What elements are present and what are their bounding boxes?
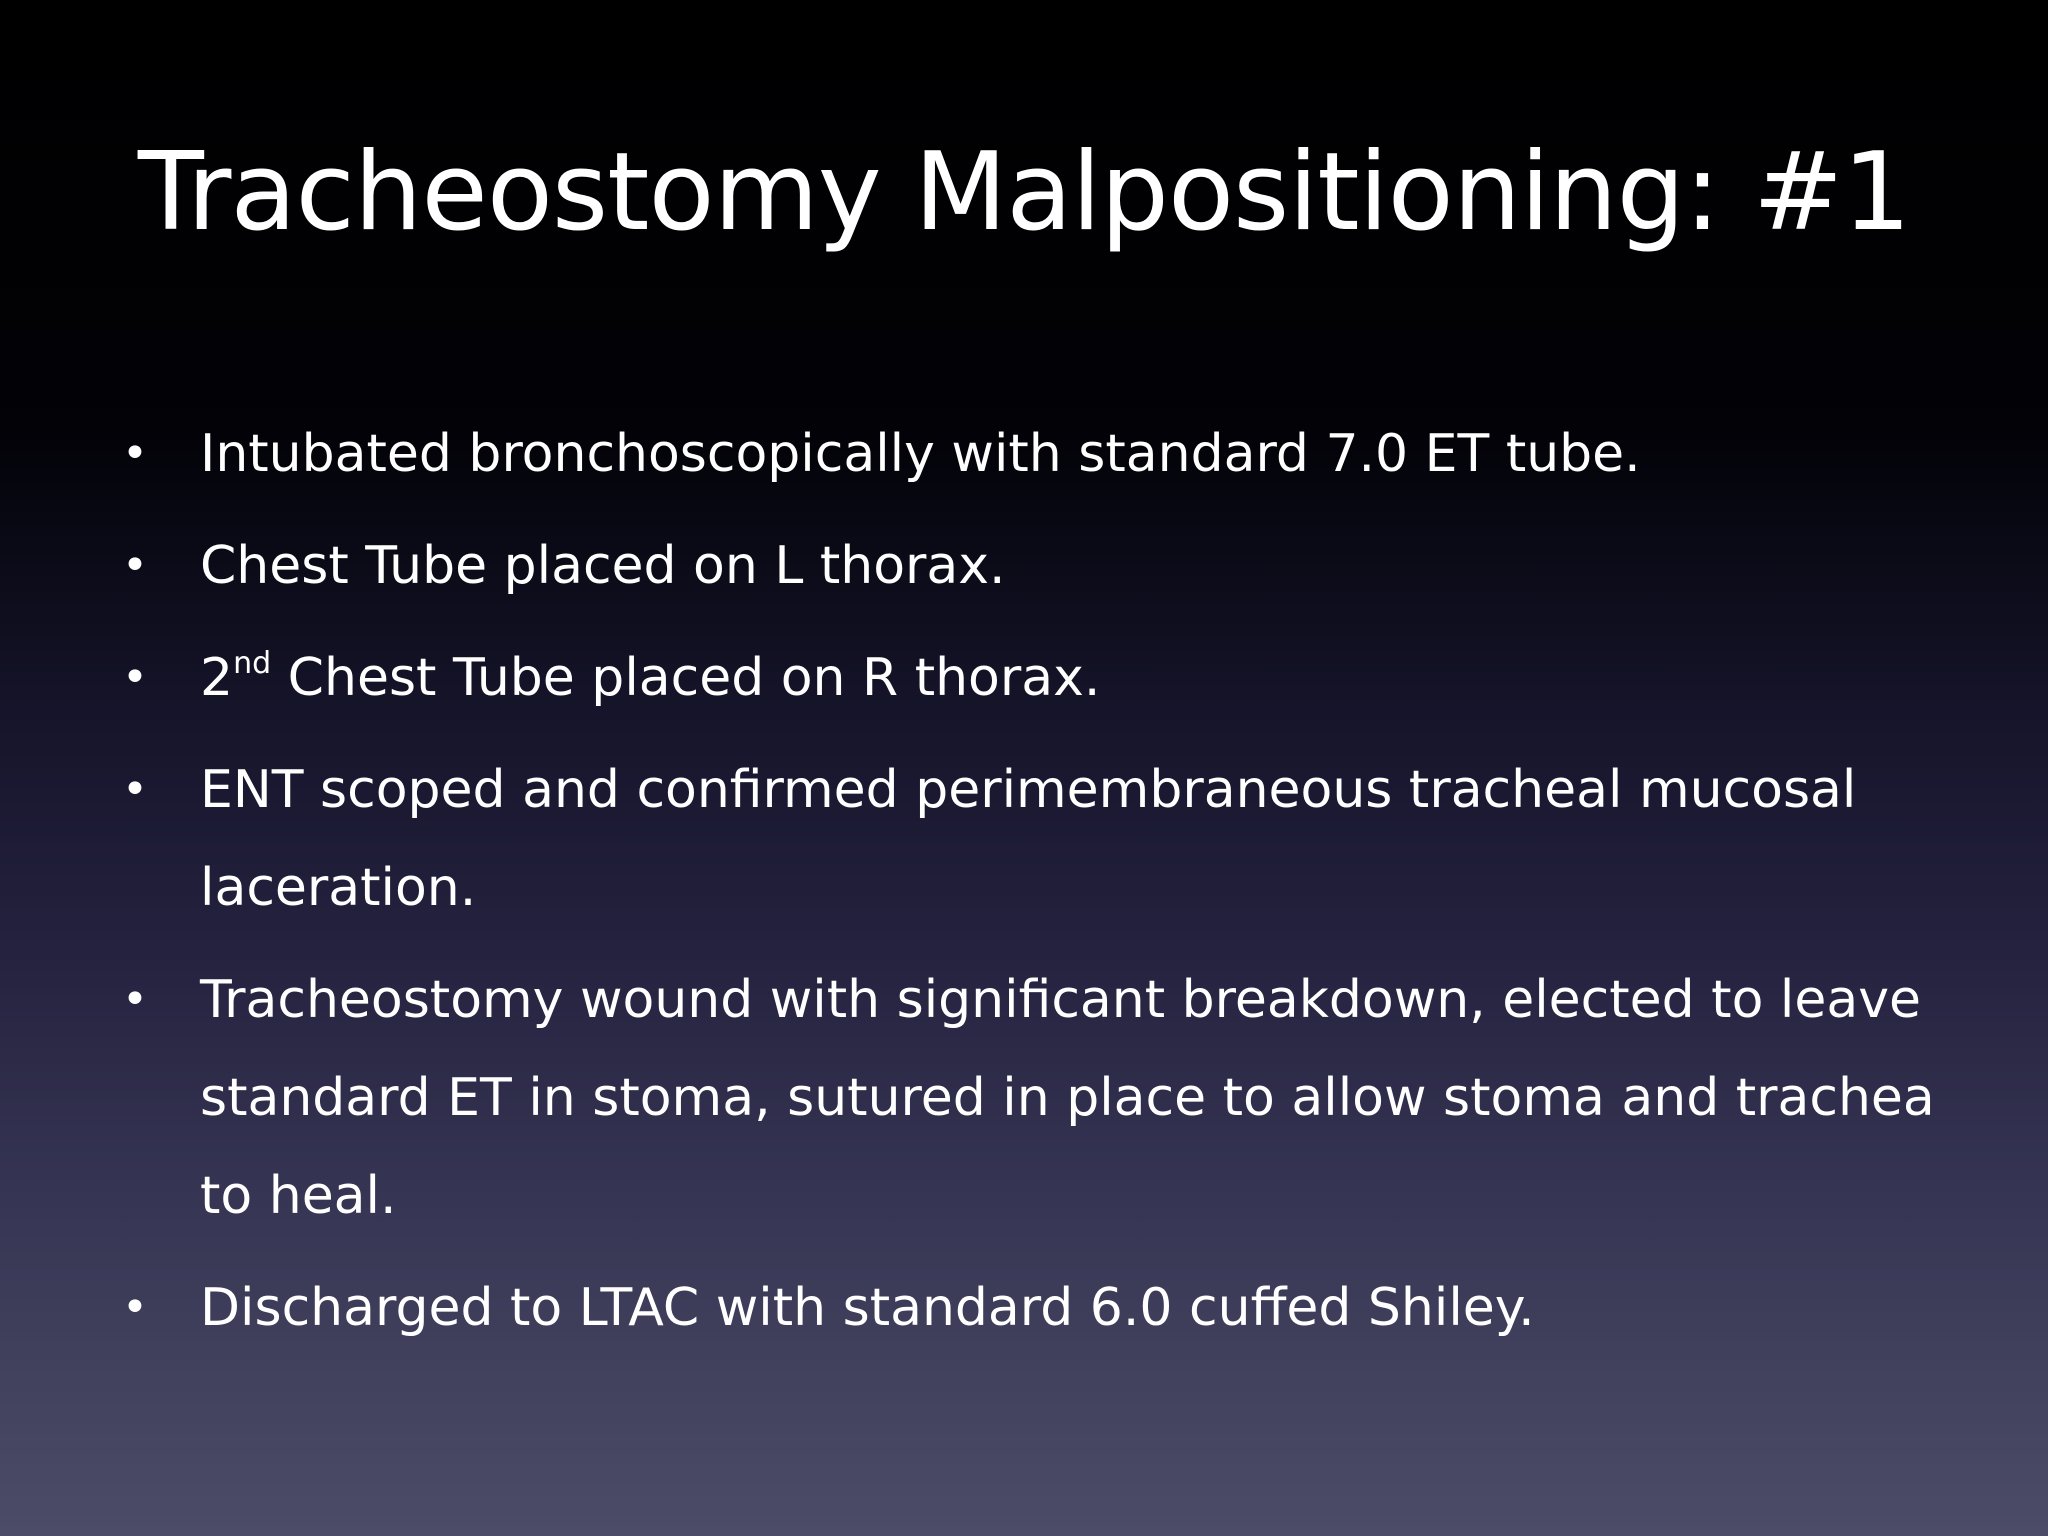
- bullet-text: Discharged to LTAC with standard 6.0 cuffed Shiley.: [200, 1278, 1535, 1338]
- bullet-item: [120, 517, 1940, 615]
- bullet-item: [120, 741, 1940, 937]
- bullet-item: [120, 629, 1940, 727]
- bullet-ordinal-suffix: nd: [233, 646, 272, 681]
- bullet-dot-icon: •: [122, 428, 148, 479]
- bullet-item: [120, 951, 1940, 1245]
- bullet-dot-icon: •: [122, 652, 148, 703]
- bullet-number: 2: [200, 648, 234, 708]
- bullet-item: [120, 405, 1940, 503]
- bullet-text: Chest Tube placed on L thorax.: [200, 536, 1006, 596]
- bullet-text: Tracheostomy wound with significant breakdown, elected to leave standard ET in stoma, sutured in place to allow stoma and trachea to heal.: [200, 970, 1935, 1226]
- bullet-text: ENT scoped and confirmed perimembraneous tracheal mucosal laceration.: [200, 760, 1857, 918]
- bullet-dot-icon: •: [122, 1282, 148, 1333]
- slide-title: Tracheostomy Malpositioning: #1: [137, 130, 1911, 255]
- bullet-dot-icon: •: [122, 974, 148, 1025]
- bullet-item: [120, 1259, 1940, 1357]
- bullet-dot-icon: •: [122, 764, 148, 815]
- bullet-text: Chest Tube placed on R thorax.: [271, 648, 1101, 708]
- bullet-list: [120, 405, 1940, 1371]
- bullet-dot-icon: •: [122, 540, 148, 591]
- bullet-text: Intubated bronchoscopically with standard 7.0 ET tube.: [200, 424, 1641, 484]
